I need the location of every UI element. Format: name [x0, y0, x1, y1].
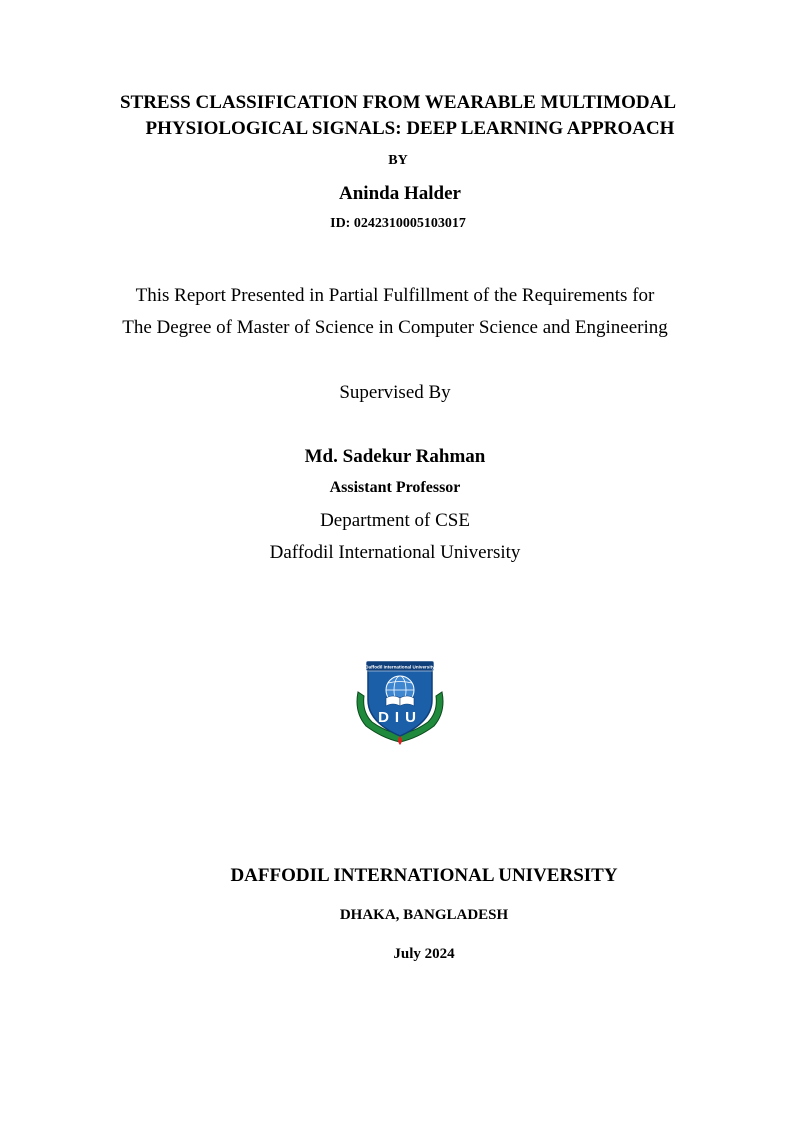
title-line-1: STRESS CLASSIFICATION FROM WEARABLE MULTIMODAL [119, 92, 677, 113]
author-id: ID: 0242310005103017 [330, 216, 466, 231]
title-line-2: PHYSIOLOGICAL SIGNALS: DEEP LEARNING APPROACH [145, 118, 675, 139]
university-logo [352, 652, 448, 746]
footer-university-name: DAFFODIL INTERNATIONAL UNIVERSITY [230, 865, 618, 886]
logo-banner-text: Daffodil International University [365, 664, 435, 670]
supervisor-name: Md. Sadekur Rahman [304, 446, 486, 467]
author-name: Aninda Halder [339, 183, 461, 204]
by-label: BY [388, 153, 408, 168]
footer-location: DHAKA, BANGLADESH [339, 907, 509, 923]
supervisor-department: Department of CSE [320, 510, 470, 531]
supervised-by-label: Supervised By [339, 382, 451, 403]
logo-letters: DIU [378, 709, 422, 726]
report-date: July 2024 [393, 946, 455, 962]
supervisor-university: Daffodil International University [269, 542, 521, 563]
fulfillment-line-2: The Degree of Master of Science in Computer Science and Engineering [122, 317, 668, 338]
supervisor-title: Assistant Professor [329, 479, 461, 496]
fulfillment-line-1: This Report Presented in Partial Fulfillment of the Requirements for [135, 285, 655, 306]
